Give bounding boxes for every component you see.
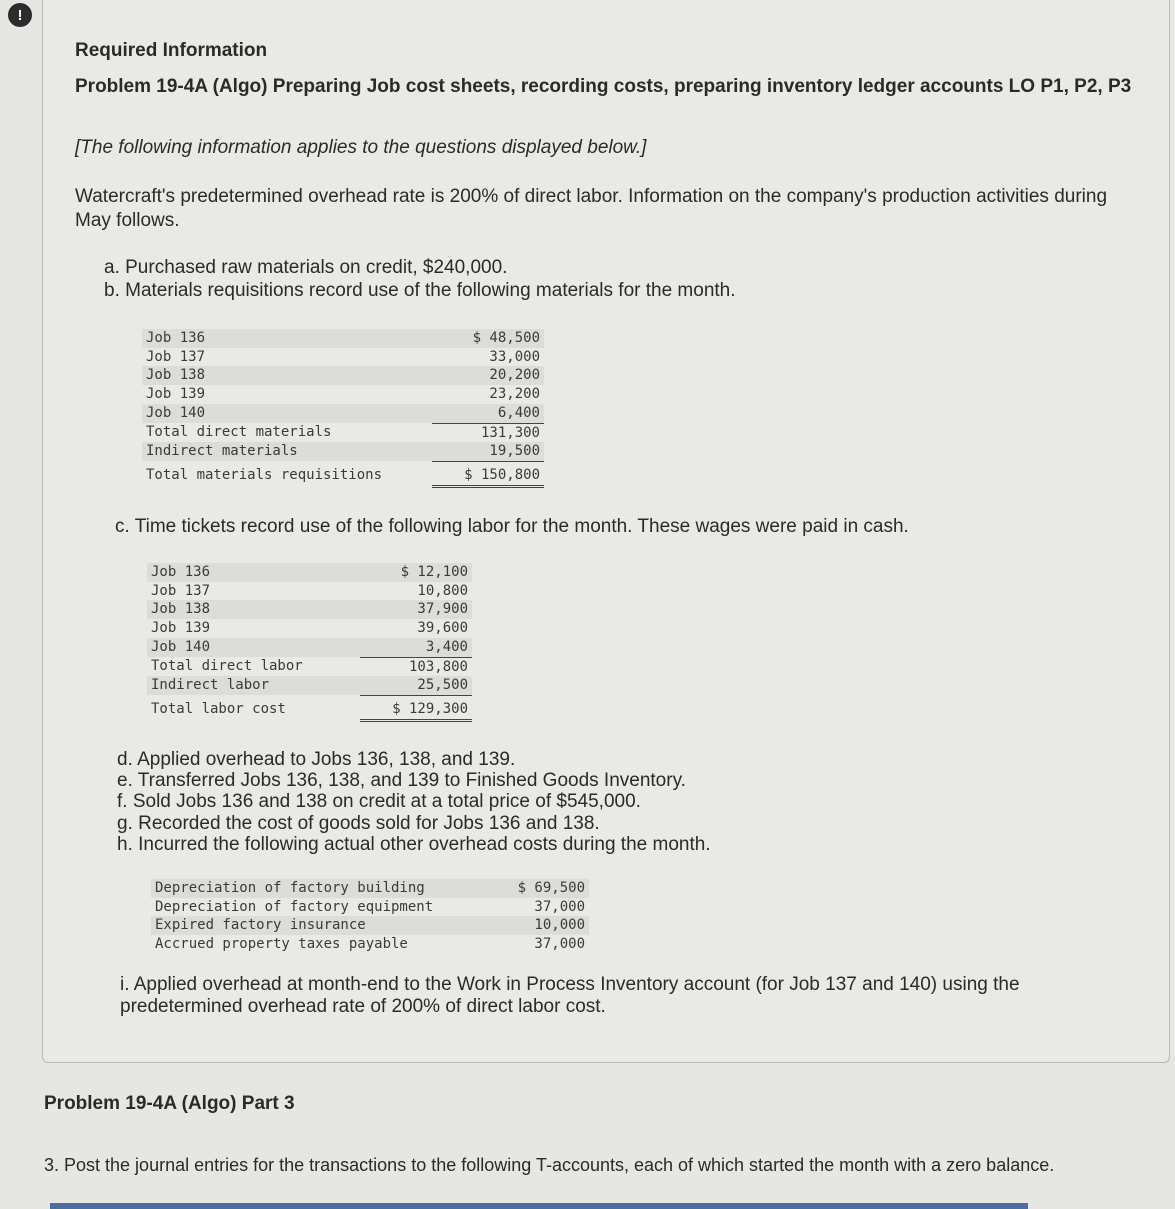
table-row (147, 600, 472, 619)
part3-instruction: 3. Post the journal entries for the transactions to the following T-accounts, each of which started the month with a zero balance. (44, 1155, 1055, 1175)
row-label: Indirect labor (151, 677, 270, 694)
item-b: b. Materials requisitions record use of the following materials for the month. (104, 280, 736, 301)
table-row (147, 582, 472, 601)
row-value: 37,000 (534, 936, 585, 953)
row-value: 3,400 (360, 638, 472, 657)
row-value: 103,800 (408, 658, 468, 675)
row-label: Total labor cost (151, 701, 286, 718)
row-value: 33,000 (489, 348, 540, 365)
table-row (151, 935, 589, 954)
row-value: $ 150,800 (432, 461, 544, 486)
row-label: Job 137 (146, 348, 206, 365)
row-label: Job 137 (151, 582, 211, 599)
row-value: 6,400 (432, 404, 544, 423)
table-row (142, 348, 544, 367)
row-label: Job 136 (146, 330, 206, 346)
item-c: c. Time tickets record use of the following labor for the month. These wages were paid in cash. (115, 516, 909, 537)
table-row (142, 423, 544, 442)
row-label: Total direct materials (146, 424, 332, 441)
row-label: Expired factory insurance (155, 917, 366, 934)
row-label: Accrued property taxes payable (155, 936, 408, 953)
row-value: $ 12,100 (400, 564, 468, 580)
row-value: $ 69,500 (517, 880, 585, 896)
row-label: Job 140 (146, 405, 206, 422)
part3-title: Problem 19-4A (Algo) Part 3 (44, 1093, 295, 1114)
item-e: e. Transferred Jobs 136, 138, and 139 to Finished Goods Inventory. (117, 770, 686, 791)
table-row (147, 695, 472, 720)
table-row (147, 619, 472, 638)
row-value: 37,000 (534, 898, 585, 915)
row-value: 131,300 (480, 424, 540, 441)
row-label: Job 139 (146, 386, 206, 403)
row-value: 23,200 (489, 386, 540, 403)
row-label: Depreciation of factory equipment (155, 898, 434, 915)
row-label: Total direct labor (151, 658, 303, 675)
row-label: Indirect materials (146, 443, 298, 460)
intro-paragraph: Watercraft's predetermined overhead rate is 200% of direct labor. Information on the company's production activities during May follows. (75, 186, 1108, 231)
problem-title: Problem 19-4A (Algo) Preparing Job cost sheets, recording costs, preparing inventory ledger accounts LO P1, P2, P3 (75, 76, 1132, 97)
row-value: 25,500 (360, 676, 472, 695)
alert-icon: ! (8, 3, 32, 27)
row-value: $ 48,500 (472, 330, 540, 346)
item-h: h. Incurred the following actual other overhead costs during the month. (117, 834, 711, 855)
row-label: Job 136 (151, 564, 211, 580)
table-row (142, 385, 544, 404)
labor-table (147, 563, 472, 722)
following-note: [The following information applies to the questions displayed below.] (75, 137, 647, 158)
row-label: Job 139 (151, 620, 211, 637)
row-value: $ 129,300 (360, 695, 472, 720)
row-label: Job 138 (151, 601, 211, 618)
row-value: 10,800 (417, 582, 468, 599)
table-row (142, 366, 544, 385)
table-row (147, 638, 472, 657)
row-label: Job 140 (151, 639, 211, 656)
table-row (151, 916, 589, 935)
accent-bar (50, 1203, 1028, 1209)
row-value: 20,200 (489, 367, 540, 384)
item-d: d. Applied overhead to Jobs 136, 138, and 139. (117, 749, 516, 770)
overhead-table (151, 879, 589, 954)
table-row (147, 563, 472, 582)
row-value: 19,500 (432, 442, 544, 461)
table-row (147, 657, 472, 676)
table-row (142, 461, 544, 486)
table-row (147, 676, 472, 695)
table-row (142, 329, 544, 348)
item-i: i. Applied overhead at month-end to the Work in Process Inventory account (for Job 137 and 140) using the predetermined overhead rate of 200% of direct labor cost. (120, 974, 1020, 1017)
row-label: Total materials requisitions (146, 467, 383, 484)
required-information-label: Required Information (75, 40, 268, 61)
item-f: f. Sold Jobs 136 and 138 on credit at a total price of $545,000. (117, 791, 641, 812)
item-a: a. Purchased raw materials on credit, $240,000. (104, 257, 508, 278)
row-value: 37,900 (417, 601, 468, 618)
materials-table (142, 329, 544, 488)
row-label: Depreciation of factory building (155, 880, 425, 896)
item-g: g. Recorded the cost of goods sold for Jobs 136 and 138. (117, 813, 600, 834)
table-row (142, 442, 544, 461)
row-value: 39,600 (417, 620, 468, 637)
table-row (142, 404, 544, 423)
row-value: 10,000 (534, 917, 585, 934)
table-row (151, 879, 589, 898)
table-row (151, 898, 589, 917)
row-label: Job 138 (146, 367, 206, 384)
